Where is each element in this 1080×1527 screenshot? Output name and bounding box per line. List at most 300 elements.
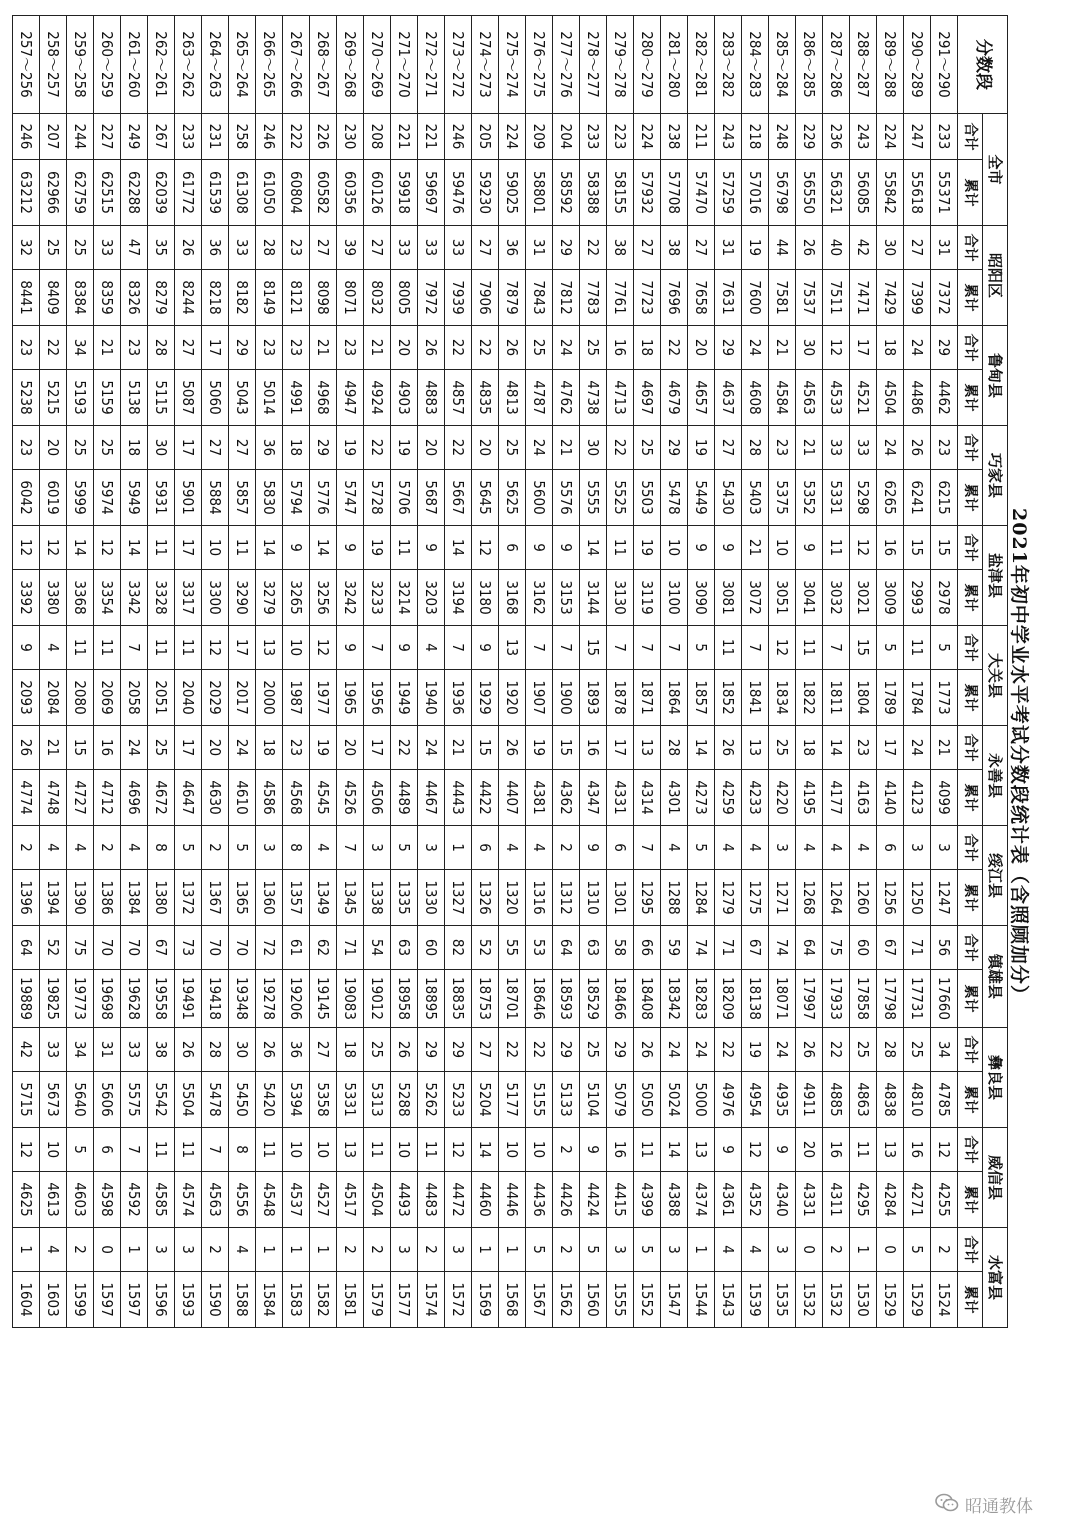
subtotal-cell: 32 — [13, 226, 40, 270]
subtotal-cell: 31 — [526, 226, 553, 270]
cumulative-cell: 8098 — [310, 270, 337, 326]
subtotal-cell: 25 — [40, 226, 67, 270]
subtotal-cell: 38 — [148, 1028, 175, 1072]
cumulative-cell: 1367 — [202, 870, 229, 926]
subtotal-cell: 233 — [175, 114, 202, 160]
cumulative-cell: 4727 — [67, 770, 94, 826]
subtotal-cell: 33 — [391, 226, 418, 270]
cumulative-cell: 3009 — [877, 570, 904, 626]
cumulative-cell: 5706 — [391, 470, 418, 526]
subtotal-cell: 4 — [742, 1228, 769, 1272]
cumulative-cell: 19348 — [229, 970, 256, 1028]
subtotal-cell: 13 — [337, 1128, 364, 1172]
subtotal-cell: 14 — [256, 526, 283, 570]
cumulative-cell: 3265 — [283, 570, 310, 626]
subtotal-cell: 3 — [148, 1228, 175, 1272]
cumulative-cell: 1590 — [202, 1272, 229, 1328]
cumulative-cell: 1345 — [337, 870, 364, 926]
subtotal-cell: 24 — [742, 326, 769, 370]
score-band-cell: 259～258 — [67, 16, 94, 114]
subtotal-cell: 2 — [823, 1228, 850, 1272]
score-band-cell: 286～285 — [796, 16, 823, 114]
cumulative-cell: 1335 — [391, 870, 418, 926]
subtotal-cell: 25 — [850, 1028, 877, 1072]
cumulative-cell: 4311 — [823, 1172, 850, 1228]
subtotal-cell: 30 — [229, 1028, 256, 1072]
subtotal-cell: 15 — [472, 726, 499, 770]
cumulative-cell: 2040 — [175, 670, 202, 726]
cumulative-cell: 5645 — [472, 470, 499, 526]
region-header: 绥江县 — [983, 826, 1008, 926]
cumulative-cell: 1268 — [796, 870, 823, 926]
cumulative-cell: 3214 — [391, 570, 418, 626]
subtotal-cell: 1 — [472, 1228, 499, 1272]
subtotal-cell: 33 — [121, 1028, 148, 1072]
subtotal-cell: 12 — [40, 526, 67, 570]
cumulative-cell: 1544 — [688, 1272, 715, 1328]
cumulative-cell: 1604 — [13, 1272, 40, 1328]
subtotal-cell: 26 — [418, 326, 445, 370]
subtotal-cell: 17 — [877, 726, 904, 770]
cumulative-cell: 3256 — [310, 570, 337, 626]
subtotal-cell: 13 — [499, 626, 526, 670]
cumulative-cell: 5177 — [499, 1072, 526, 1128]
cumulative-cell: 5606 — [94, 1072, 121, 1128]
subtotal-cell: 4 — [850, 826, 877, 870]
subtotal-cell: 3 — [904, 826, 931, 870]
subtotal-cell: 229 — [796, 114, 823, 160]
cumulative-cell: 3300 — [202, 570, 229, 626]
subtotal-cell: 1 — [310, 1228, 337, 1272]
subtotal-cell: 64 — [796, 926, 823, 970]
cumulative-cell: 8182 — [229, 270, 256, 326]
subtotal-cell: 21 — [445, 726, 472, 770]
subtotal-cell: 15 — [904, 526, 931, 570]
cumulative-cell: 5478 — [202, 1072, 229, 1128]
subtotal-cell: 247 — [904, 114, 931, 160]
subtotal-cell: 27 — [229, 426, 256, 470]
subtotal-cell: 23 — [850, 726, 877, 770]
subtotal-cell: 33 — [823, 426, 850, 470]
subtotal-cell: 28 — [202, 1028, 229, 1072]
subtotal-cell: 2 — [202, 1228, 229, 1272]
cumulative-cell: 4924 — [364, 370, 391, 426]
cumulative-cell: 56321 — [823, 160, 850, 226]
cumulative-cell: 17933 — [823, 970, 850, 1028]
cumulative-cell: 8032 — [364, 270, 391, 326]
subtotal-cell: 6 — [94, 1128, 121, 1172]
cumulative-cell: 59230 — [472, 160, 499, 226]
cumulative-header: 累计 — [958, 470, 983, 526]
cumulative-cell: 5087 — [175, 370, 202, 426]
subtotal-cell: 27 — [472, 1028, 499, 1072]
subtotal-cell: 231 — [202, 114, 229, 160]
subtotal-cell: 29 — [715, 326, 742, 370]
cumulative-cell: 4472 — [445, 1172, 472, 1228]
cumulative-cell: 7723 — [634, 270, 661, 326]
subtotal-cell: 7 — [634, 626, 661, 670]
cumulative-cell: 5687 — [418, 470, 445, 526]
subtotal-cell: 23 — [283, 226, 310, 270]
subtotal-cell: 60 — [850, 926, 877, 970]
subtotal-cell: 33 — [94, 226, 121, 270]
cumulative-cell: 4838 — [877, 1072, 904, 1128]
subtotal-cell: 4 — [499, 826, 526, 870]
subtotal-cell: 26 — [796, 226, 823, 270]
subtotal-cell: 56 — [931, 926, 958, 970]
table-row — [796, 16, 823, 1328]
cumulative-header: 累计 — [958, 1072, 983, 1128]
subtotal-cell: 36 — [202, 226, 229, 270]
subtotal-cell: 10 — [499, 1128, 526, 1172]
cumulative-cell: 19825 — [40, 970, 67, 1028]
page-title: 2021年初中学业水平考试分数段统计表（含照顾加分） — [1008, 508, 1030, 1005]
cumulative-cell: 4489 — [391, 770, 418, 826]
cumulative-cell: 5014 — [256, 370, 283, 426]
cumulative-cell: 1547 — [661, 1272, 688, 1328]
cumulative-cell: 58592 — [553, 160, 580, 226]
subtotal-cell: 13 — [742, 726, 769, 770]
cumulative-cell: 4374 — [688, 1172, 715, 1228]
cumulative-cell: 1543 — [715, 1272, 742, 1328]
subtotal-cell: 17 — [202, 326, 229, 370]
subtotal-cell: 22 — [823, 1028, 850, 1072]
cumulative-cell: 7631 — [715, 270, 742, 326]
cumulative-cell: 1596 — [148, 1272, 175, 1328]
cumulative-cell: 55371 — [931, 160, 958, 226]
score-band-cell: 285～284 — [769, 16, 796, 114]
region-header-row — [983, 16, 1008, 1328]
subtotal-cell: 75 — [67, 926, 94, 970]
cumulative-cell: 8409 — [40, 270, 67, 326]
cumulative-cell: 19278 — [256, 970, 283, 1028]
subtotal-cell: 11 — [148, 626, 175, 670]
subtotal-cell: 11 — [904, 626, 931, 670]
score-band-cell: 258～257 — [40, 16, 67, 114]
subtotal-cell: 17 — [175, 726, 202, 770]
subtotal-cell: 13 — [634, 726, 661, 770]
cumulative-cell: 3354 — [94, 570, 121, 626]
cumulative-cell: 1301 — [607, 870, 634, 926]
subtotal-cell: 15 — [850, 626, 877, 670]
region-header: 鲁甸县 — [983, 326, 1008, 426]
subtotal-cell: 67 — [877, 926, 904, 970]
cumulative-cell: 1841 — [742, 670, 769, 726]
cumulative-cell: 1247 — [931, 870, 958, 926]
subtotal-cell: 33 — [40, 1028, 67, 1072]
subtotal-cell: 22 — [607, 426, 634, 470]
subtotal-cell: 31 — [94, 1028, 121, 1072]
cumulative-cell: 3168 — [499, 570, 526, 626]
cumulative-cell: 4436 — [526, 1172, 553, 1228]
subtotal-cell: 17 — [175, 426, 202, 470]
cumulative-cell: 19889 — [13, 970, 40, 1028]
subtotal-cell: 227 — [94, 114, 121, 160]
cumulative-cell: 1597 — [94, 1272, 121, 1328]
cumulative-cell: 61539 — [202, 160, 229, 226]
subtotal-cell: 25 — [769, 726, 796, 770]
cumulative-cell: 18466 — [607, 970, 634, 1028]
cumulative-cell: 57470 — [688, 160, 715, 226]
subtotal-cell: 4 — [40, 1228, 67, 1272]
subtotal-cell: 17 — [850, 326, 877, 370]
subtotal-cell: 7 — [445, 626, 472, 670]
subtotal-cell: 12 — [13, 526, 40, 570]
subtotal-header: 合计 — [958, 1128, 983, 1172]
subtotal-cell: 22 — [715, 1028, 742, 1072]
cumulative-cell: 4271 — [904, 1172, 931, 1228]
cumulative-cell: 7658 — [688, 270, 715, 326]
subtotal-cell: 11 — [94, 626, 121, 670]
cumulative-cell: 59697 — [418, 160, 445, 226]
subtotal-cell: 15 — [931, 526, 958, 570]
subtotal-cell: 25 — [364, 1028, 391, 1072]
subtotal-cell: 24 — [688, 1028, 715, 1072]
subtotal-cell: 12 — [769, 626, 796, 670]
cumulative-cell: 4424 — [580, 1172, 607, 1228]
cumulative-header: 累计 — [958, 1272, 983, 1328]
cumulative-cell: 58155 — [607, 160, 634, 226]
subtotal-cell: 22 — [526, 1028, 553, 1072]
subtotal-cell: 71 — [715, 926, 742, 970]
subtotal-cell: 11 — [175, 626, 202, 670]
subtotal-header: 合计 — [958, 1228, 983, 1272]
subtotal-cell: 66 — [634, 926, 661, 970]
cumulative-cell: 7581 — [769, 270, 796, 326]
cumulative-cell: 5794 — [283, 470, 310, 526]
cumulative-cell: 5262 — [418, 1072, 445, 1128]
cumulative-cell: 1907 — [526, 670, 553, 726]
subtotal-header: 合计 — [958, 426, 983, 470]
subtotal-cell: 9 — [13, 626, 40, 670]
cumulative-cell: 62288 — [121, 160, 148, 226]
subtotal-cell: 14 — [688, 726, 715, 770]
cumulative-cell: 1588 — [229, 1272, 256, 1328]
cumulative-cell: 1773 — [931, 670, 958, 726]
subtotal-cell: 11 — [715, 626, 742, 670]
subtotal-cell: 38 — [661, 226, 688, 270]
subtotal-cell: 22 — [391, 726, 418, 770]
subtotal-cell: 5 — [904, 1228, 931, 1272]
subtotal-cell: 4 — [715, 1228, 742, 1272]
subtotal-cell: 23 — [769, 426, 796, 470]
subtotal-cell: 19 — [364, 526, 391, 570]
cumulative-cell: 4140 — [877, 770, 904, 826]
subtotal-cell: 26 — [256, 1028, 283, 1072]
subtotal-cell: 9 — [418, 526, 445, 570]
cumulative-cell: 59476 — [445, 160, 472, 226]
cumulative-cell: 3233 — [364, 570, 391, 626]
subtotal-cell: 8 — [148, 826, 175, 870]
cumulative-cell: 18958 — [391, 970, 418, 1028]
cumulative-cell: 1380 — [148, 870, 175, 926]
subtotal-header: 合计 — [958, 826, 983, 870]
cumulative-cell: 56550 — [796, 160, 823, 226]
subtotal-cell: 6 — [472, 826, 499, 870]
cumulative-cell: 1360 — [256, 870, 283, 926]
subtotal-cell: 44 — [769, 226, 796, 270]
subtotal-cell: 2 — [202, 826, 229, 870]
subtotal-cell: 14 — [472, 1128, 499, 1172]
subtotal-cell: 3 — [364, 826, 391, 870]
subtotal-header: 合计 — [958, 114, 983, 160]
subtotal-cell: 28 — [661, 726, 688, 770]
cumulative-cell: 1582 — [310, 1272, 337, 1328]
subtotal-cell: 25 — [67, 426, 94, 470]
subtotal-cell: 11 — [634, 1128, 661, 1172]
cumulative-cell: 4381 — [526, 770, 553, 826]
subtotal-cell: 230 — [337, 114, 364, 160]
cumulative-cell: 4592 — [121, 1172, 148, 1228]
cumulative-cell: 5667 — [445, 470, 472, 526]
subtotal-cell: 16 — [607, 326, 634, 370]
subtotal-cell: 25 — [148, 726, 175, 770]
cumulative-cell: 2000 — [256, 670, 283, 726]
subtotal-cell: 34 — [67, 326, 94, 370]
cumulative-cell: 19491 — [175, 970, 202, 1028]
score-band-cell: 277～276 — [553, 16, 580, 114]
cumulative-cell: 8441 — [13, 270, 40, 326]
cumulative-cell: 1320 — [499, 870, 526, 926]
cumulative-cell: 1822 — [796, 670, 823, 726]
cumulative-cell: 5640 — [67, 1072, 94, 1128]
cumulative-cell: 62966 — [40, 160, 67, 226]
cumulative-cell: 3041 — [796, 570, 823, 626]
subtotal-cell: 38 — [607, 226, 634, 270]
cumulative-cell: 5159 — [94, 370, 121, 426]
cumulative-cell: 4563 — [796, 370, 823, 426]
cumulative-cell: 4486 — [904, 370, 931, 426]
table-row — [229, 16, 256, 1328]
cumulative-cell: 1532 — [823, 1272, 850, 1328]
score-band-cell: 266～265 — [256, 16, 283, 114]
cumulative-cell: 4647 — [175, 770, 202, 826]
subtotal-cell: 11 — [67, 626, 94, 670]
watermark-text: 昭通教体 — [965, 1497, 1033, 1517]
cumulative-cell: 4301 — [661, 770, 688, 826]
subtotal-cell: 23 — [283, 726, 310, 770]
subtotal-cell: 23 — [256, 326, 283, 370]
cumulative-cell: 4947 — [337, 370, 364, 426]
cumulative-cell: 8218 — [202, 270, 229, 326]
subtotal-cell: 11 — [418, 1128, 445, 1172]
cumulative-cell: 5403 — [742, 470, 769, 526]
cumulative-cell: 1784 — [904, 670, 931, 726]
subtotal-cell: 14 — [67, 526, 94, 570]
score-band-cell: 269～268 — [337, 16, 364, 114]
cumulative-cell: 5478 — [661, 470, 688, 526]
subtotal-cell: 2 — [364, 1228, 391, 1272]
table-row — [769, 16, 796, 1328]
cumulative-cell: 1603 — [40, 1272, 67, 1328]
subtotal-cell: 9 — [580, 826, 607, 870]
cumulative-header: 累计 — [958, 770, 983, 826]
subtotal-cell: 10 — [391, 1128, 418, 1172]
subtotal-cell: 36 — [283, 1028, 310, 1072]
cumulative-cell: 1940 — [418, 670, 445, 726]
subtotal-cell: 70 — [94, 926, 121, 970]
cumulative-cell: 1529 — [904, 1272, 931, 1328]
score-band-cell: 272～271 — [418, 16, 445, 114]
cumulative-cell: 7600 — [742, 270, 769, 326]
cumulative-cell: 4504 — [877, 370, 904, 426]
subtotal-cell: 21 — [364, 326, 391, 370]
subtotal-cell: 62 — [310, 926, 337, 970]
cumulative-cell: 4399 — [634, 1172, 661, 1228]
subtotal-cell: 23 — [337, 326, 364, 370]
cumulative-cell: 4748 — [40, 770, 67, 826]
cumulative-cell: 4762 — [553, 370, 580, 426]
cumulative-cell: 19773 — [67, 970, 94, 1028]
subtotal-cell: 17 — [364, 726, 391, 770]
cumulative-cell: 4696 — [121, 770, 148, 826]
subtotal-cell: 3 — [769, 826, 796, 870]
subtotal-cell: 10 — [202, 526, 229, 570]
cumulative-cell: 17660 — [931, 970, 958, 1028]
cumulative-cell: 5450 — [229, 1072, 256, 1128]
subtotal-cell: 4 — [661, 826, 688, 870]
subtotal-cell: 27 — [310, 1028, 337, 1072]
cumulative-cell: 4637 — [715, 370, 742, 426]
cumulative-cell: 4426 — [553, 1172, 580, 1228]
cumulative-cell: 8326 — [121, 270, 148, 326]
cumulative-cell: 5138 — [121, 370, 148, 426]
subtotal-cell: 27 — [364, 226, 391, 270]
cumulative-cell: 4810 — [904, 1072, 931, 1128]
subtotal-cell: 24 — [121, 726, 148, 770]
subtotal-cell: 33 — [229, 226, 256, 270]
cumulative-cell: 4603 — [67, 1172, 94, 1228]
cumulative-cell: 4613 — [40, 1172, 67, 1228]
cumulative-cell: 59025 — [499, 160, 526, 226]
subtotal-cell: 4 — [121, 826, 148, 870]
table-row — [526, 16, 553, 1328]
cumulative-cell: 8279 — [148, 270, 175, 326]
subtotal-cell: 4 — [40, 826, 67, 870]
cumulative-cell: 5673 — [40, 1072, 67, 1128]
subheader-row — [958, 16, 983, 1328]
subtotal-cell: 2 — [94, 826, 121, 870]
cumulative-cell: 1256 — [877, 870, 904, 926]
subtotal-cell: 34 — [67, 1028, 94, 1072]
table-row — [823, 16, 850, 1328]
subtotal-cell: 42 — [850, 226, 877, 270]
subtotal-cell: 42 — [13, 1028, 40, 1072]
cumulative-cell: 58388 — [580, 160, 607, 226]
subtotal-cell: 20 — [337, 726, 364, 770]
subtotal-cell: 23 — [13, 326, 40, 370]
subtotal-cell: 29 — [661, 426, 688, 470]
cumulative-cell: 5060 — [202, 370, 229, 426]
subtotal-cell: 9 — [796, 526, 823, 570]
cumulative-cell: 5576 — [553, 470, 580, 526]
subtotal-cell: 4 — [67, 826, 94, 870]
cumulative-cell: 5043 — [229, 370, 256, 426]
subtotal-cell: 20 — [688, 326, 715, 370]
cumulative-cell: 4903 — [391, 370, 418, 426]
subtotal-cell: 24 — [661, 1028, 688, 1072]
subtotal-cell: 258 — [229, 114, 256, 160]
cumulative-cell: 7399 — [904, 270, 931, 326]
cumulative-cell: 1394 — [40, 870, 67, 926]
score-band-cell: 276～275 — [526, 16, 553, 114]
subtotal-cell: 7 — [337, 826, 364, 870]
cumulative-header: 累计 — [958, 570, 983, 626]
cumulative-cell: 18753 — [472, 970, 499, 1028]
subtotal-cell: 55 — [499, 926, 526, 970]
subtotal-cell: 8 — [229, 1128, 256, 1172]
cumulative-cell: 18209 — [715, 970, 742, 1028]
